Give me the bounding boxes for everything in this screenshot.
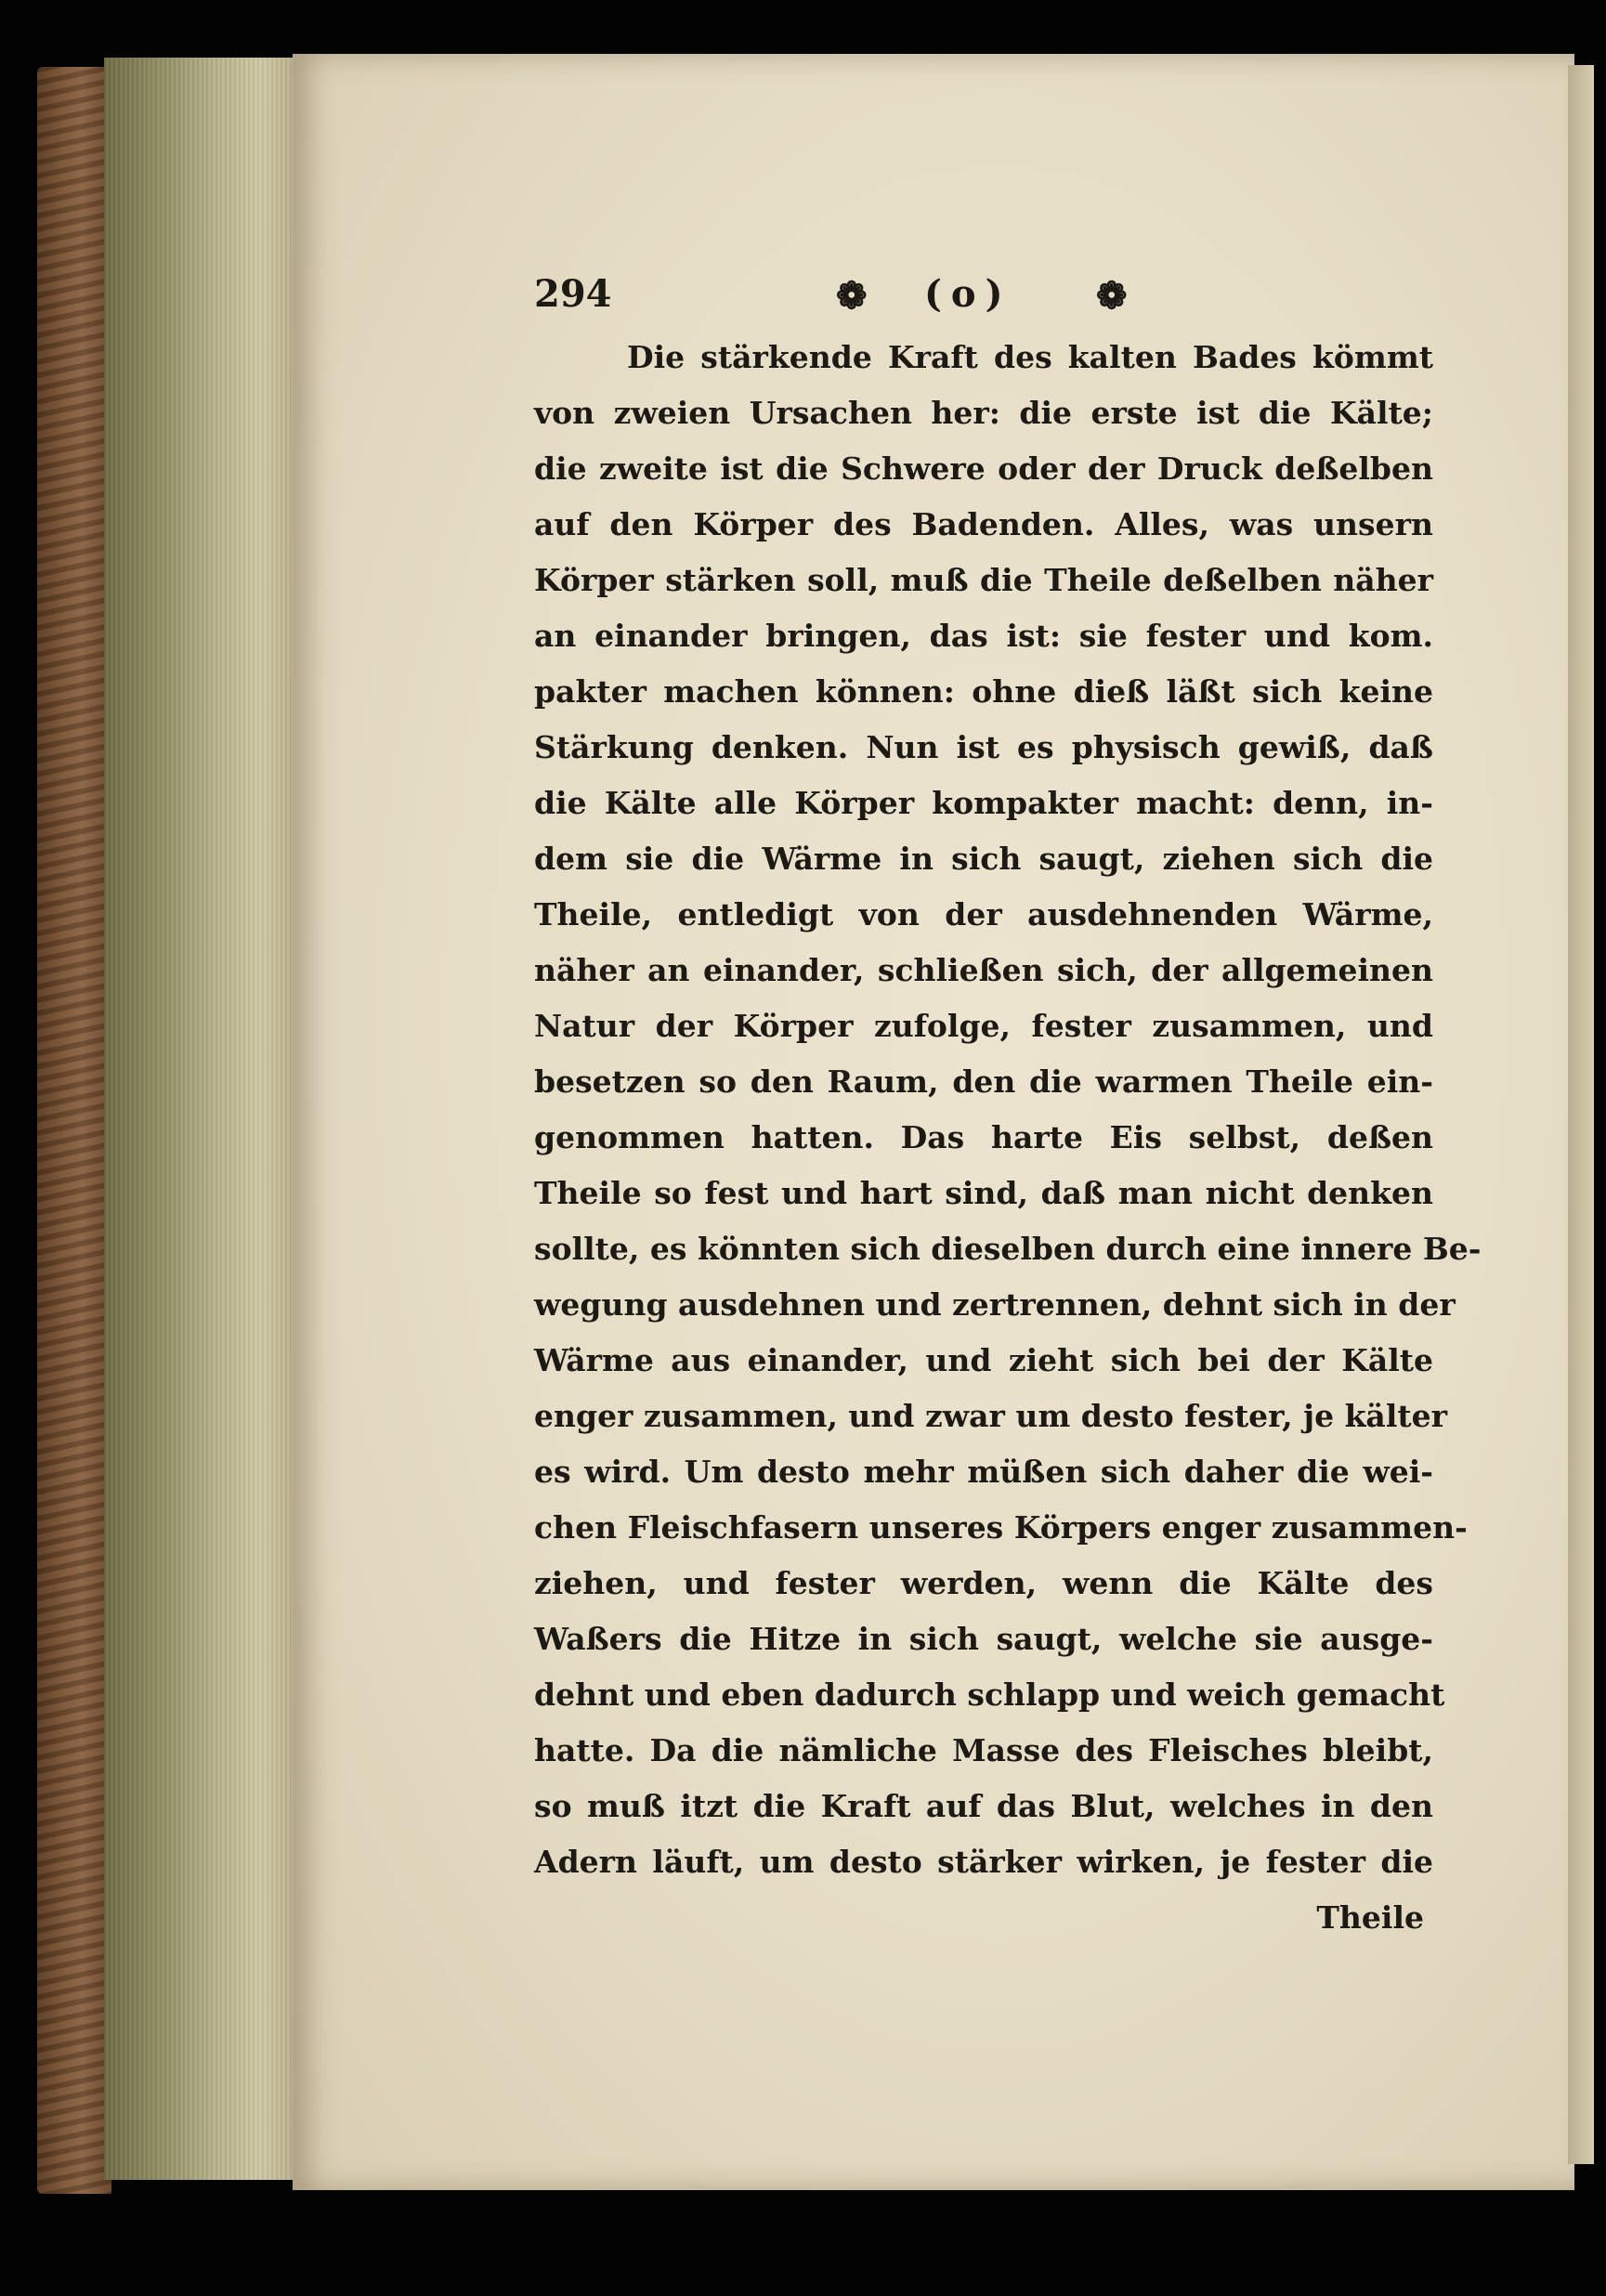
text-line: Wärme aus einander, und zieht sich bei der Kälte: [534, 1342, 1433, 1378]
text-block: [534, 265, 1482, 1946]
text-line: Theile so fest und hart sind, daß man nicht denken: [534, 1175, 1433, 1211]
text-line: ziehen, und fester werden, wenn die Kälte des: [534, 1565, 1433, 1601]
leather-cover: [37, 67, 111, 2194]
page-block-edges: [104, 58, 299, 2180]
text-line: Stärkung denken. Nun ist es physisch gewiß, daß: [534, 729, 1433, 765]
text-line: besetzen so den Raum, den die warmen Theile ein-: [534, 1063, 1433, 1100]
text-line: Die stärkende Kraft des kalten Bades kömmt: [627, 339, 1433, 375]
text-line: Körper stärken soll, muß die Theile deßelben näher: [534, 562, 1433, 598]
page-number: 294: [534, 272, 612, 316]
text-line: Theile, entledigt von der ausdehnenden Wärme,: [534, 896, 1433, 933]
catchword: Theile: [1316, 1899, 1424, 1936]
flower-ornament-icon: ❁: [836, 274, 868, 318]
flower-ornament-icon: ❁: [1096, 274, 1128, 318]
text-line: die Kälte alle Körper kompakter macht: denn, in-: [534, 785, 1433, 821]
text-line: enger zusammen, und zwar um desto fester, je kälter: [534, 1398, 1447, 1434]
text-line: von zweien Ursachen her: die erste ist die Kälte;: [534, 395, 1433, 431]
text-line: so muß itzt die Kraft auf das Blut, welches in den: [534, 1788, 1433, 1824]
text-line: Natur der Körper zufolge, fester zusammen, und: [534, 1008, 1433, 1044]
text-line: auf den Körper des Badenden. Alles, was unsern: [534, 506, 1433, 542]
text-line: wegung ausdehnen und zertrennen, dehnt sich in der: [534, 1286, 1456, 1323]
text-line: die zweite ist die Schwere oder der Druck deßelben: [534, 450, 1433, 487]
page-header: [534, 265, 1433, 330]
text-line: es wird. Um desto mehr müßen sich daher die wei-: [534, 1454, 1433, 1490]
text-line: an einander bringen, das ist: sie fester und kom.: [534, 618, 1433, 654]
text-line: genommen hatten. Das harte Eis selbst, deßen: [534, 1119, 1433, 1155]
text-line: dehnt und eben dadurch schlapp und weich gemacht: [534, 1676, 1445, 1713]
text-line: sollte, es könnten sich dieselben durch eine innere Be-: [534, 1231, 1482, 1267]
text-line: chen Fleischfasern unseres Körpers enger zusammen-: [534, 1509, 1468, 1546]
text-line: hatte. Da die nämliche Masse des Fleisches bleibt,: [534, 1732, 1433, 1768]
text-line: Waßers die Hitze in sich saugt, welche sie ausge-: [534, 1621, 1433, 1657]
text-line: pakter machen können: ohne dieß läßt sich keine: [534, 673, 1433, 710]
text-line: dem sie die Wärme in sich saugt, ziehen sich die: [534, 841, 1433, 877]
text-line: Adern läuft, um desto stärker wirken, je fester die: [534, 1844, 1433, 1880]
text-line: näher an einander, schließen sich, der allgemeinen: [534, 952, 1433, 988]
running-head: (o): [924, 272, 1012, 316]
next-page-edge: [1568, 65, 1594, 2164]
body-text: [534, 330, 1482, 1890]
